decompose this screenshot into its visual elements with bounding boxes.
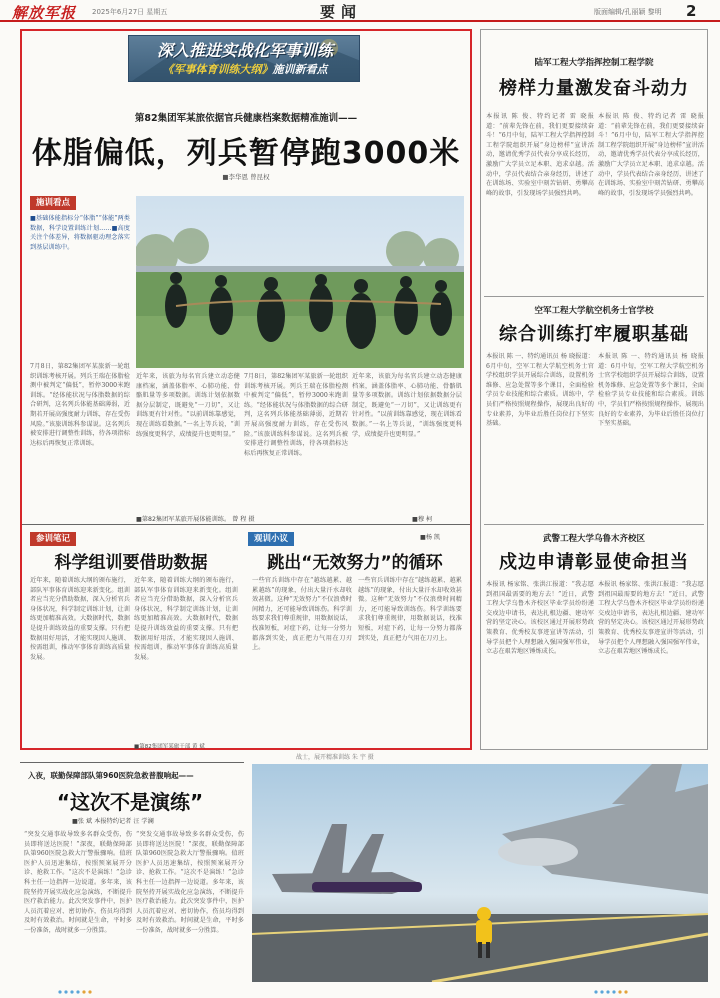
r1-body-2: 本报讯 陈 俊、特约记者 雷 晓报道：“前辈先锋在前，我们更要接续奋斗！”6月中旬，陆军工程大学指挥控制工程学院组织开展“身边榜样”宣讲活动，邀请优秀学员代表分享成长经历，激励广大学员立足本职、追求卓越。活动中，学员代表结合亲身经历，讲述了在训练场、实验室中刻苦钻研、勇攀高峰的故事，引发现场学员强烈共鸣。	[598, 113, 704, 197]
banner-title: 深入推进实战化军事训练	[156, 41, 333, 60]
column-right-body-1: 一些官兵训练中存在“越练越累、越累越练”的现象，付出大量汗水却收效甚微。这种“无效努力”不仅浪费时间精力，还可能导致训练伤。科学训练要求我们尊重规律，用数据说话，找准短板，对症下药，让每一分努力都落到实处，真正把力气用在刀刃上。	[252, 577, 352, 652]
lead-headline: 体脂偏低，列兵暂停跑3000米	[31, 136, 461, 171]
lead-body-col1: 7月8日，第82集团军某旅新一轮组织训练考核开展。列兵王瑞在体脂检测中被判定“偏低”，暂停3000米跑训练。“经体能状况与体脂数据的综合研判，这名列兵体能基础薄弱，近期若开展高强度耐力训练，存在受伤风险。”该旅训练科参谋说。这名列兵被安排进行调整性训练，待各项指标达标后再恢复正常训练。	[30, 363, 130, 447]
r2-headline: 综合训练打牢履职基础	[499, 324, 689, 345]
bottom-left-body-1: “突发交通事故导致多名群众受伤，伤员即将送达医院！”深夜，联勤保障部队第960医院急救大厅警报骤响。值班医护人员迅速集结，按照预案展开分诊、抢救工作。“这次不是演练！”急诊科主任一边指挥一边说道。多年来，该院坚持开展实战化应急演练，不断提升医疗救治能力。此次突发事件中，医护人员沉着应对、密切协作，伤员均得到及时有效救治。时间就是生命，平时多一份准备，战时就多一分胜算。	[24, 831, 132, 934]
bottom-divider	[20, 762, 244, 763]
column-left-body-2: 近年来，随着训练大纲的颁布施行，部队军事体育训练迎来新变化。组训者应当充分借助数据，深入分析官兵身体状况，科学制定训练计划，让训练更加精准高效。大数据时代，数据是提升训练效益的重要支撑。只有把数据用好用活，才能实现因人施训、按需组训，推动军事体育训练高质量发展。	[134, 577, 238, 661]
banner-quote: 《军事体育训练大纲》	[162, 63, 273, 76]
bottom-left-body-2: “突发交通事故导致多名群众受伤，伤员即将送达医院！”深夜，联勤保障部队第960医院急救大厅警报骤响。值班医护人员迅速集结，按照预案展开分诊、抢救工作。“这次不是演练！”急诊科主任一边指挥一边说道。多年来，该院坚持开展实战化应急演练，不断提升医疗救治能力。此次突发事件中，医护人员沉着应对、密切协作，伤员均得到及时有效救治。时间就是生命，平时多一份准备，战时就多一分胜算。	[136, 831, 244, 934]
bottom-left-byline: ■张 斌 本报特约记者 汪 学澜	[72, 818, 154, 825]
page-number: 2	[686, 2, 697, 20]
r3-body-1: 本报讯 杨家铭、张洪江报道：“我志愿到祖国最需要的地方去！”近日，武警工程大学乌鲁木齐校区毕业学员纷纷递交戍边申请书，表达扎根边疆、建功军营的坚定决心。该校区通过开展形势政策教育、优秀校友事迹宣讲等活动，引导学员把个人理想融入强国强军伟业，立志在艰苦地区锤炼成长。	[486, 581, 594, 656]
lead-byline: ■李华恩 曾昆权	[222, 173, 270, 181]
r3-headline: 戍边申请彰显使命担当	[499, 552, 689, 573]
r3-kicker: 武警工程大学乌鲁木齐校区	[542, 534, 645, 544]
column-right-headline: 跳出“无效努力”的循环	[267, 553, 443, 573]
carrier-jet-photo-image	[252, 764, 708, 982]
tag-training-highlights: 施训看点	[30, 196, 76, 210]
divider-line	[22, 524, 470, 525]
r1-headline: 榜样力量激发奋斗动力	[499, 78, 689, 99]
newspaper-logo: 解放军报	[12, 4, 77, 22]
section-title: 要闻	[320, 3, 363, 21]
r2-body-1: 本报讯 陈 一、特约通讯员 杨 晓报道：6月中旬，空军工程大学航空机务士官学校组织学员开展综合训练，设置机务维修、应急处置等多个课目，全面检验学员专业技能和综合素质。训练中，学员们严格按照规程操作，展现出良好的专业素养，为毕业后胜任岗位打下坚实基础。	[486, 353, 594, 428]
lead-end-byline: ■穆 柯	[412, 516, 433, 523]
r1-body-1: 本报讯 陈 俊、特约记者 雷 晓报道：“前辈先锋在前，我们更要接续奋斗！”6月中旬，陆军工程大学指挥控制工程学院组织开展“身边榜样”宣讲活动，邀请优秀学员代表分享成长经历，激励广大学员立足本职、追求卓越。活动中，学员代表结合亲身经历，讲述了在训练场、实验室中刻苦钻研、勇攀高峰的故事，引发现场学员强烈共鸣。	[486, 113, 594, 197]
r2-kicker: 空军工程大学航空机务士官学校	[534, 306, 654, 316]
lead-kicker: 第82集团军某旅依据官兵健康档案数据精准施训——	[134, 113, 358, 124]
r3-body-2: 本报讯 杨家铭、张洪江报道：“我志愿到祖国最需要的地方去！”近日，武警工程大学乌鲁木齐校区毕业学员纷纷递交戍边申请书，表达扎根边疆、建功军营的坚定决心。该校区通过开展形势政策教育、优秀校友事迹宣讲等活动，引导学员把个人理想融入强国强军伟业，立志在艰苦地区锤炼成长。	[598, 581, 704, 656]
carrier-jet-photo	[252, 764, 708, 982]
footer-decoration	[0, 986, 720, 998]
r2-body-2: 本报讯 陈 一、特约通讯员 杨 晓报道：6月中旬，空军工程大学航空机务士官学校组织学员开展综合训练，设置机务维修、应急处置等多个课目，全面检验学员专业技能和综合素质。训练中，学员们严格按照规程操作，展现出良好的专业素养，为毕业后胜任岗位打下坚实基础。	[598, 353, 704, 428]
tag-training-commentary: 观训小议	[248, 532, 294, 546]
column-left-byline: ■第82集团军某旅干部 黄 斌	[134, 744, 205, 750]
bottom-left-kicker: 入夜，联勤保障部队第960医院急救普腹响起——	[28, 771, 194, 780]
special-topic-banner	[128, 35, 360, 82]
lead-photo-image	[136, 196, 464, 368]
banner-subtitle	[129, 61, 360, 77]
lead-highlight-text: ■基础体能指标分“体脂”“体能”两类数据，科学设置训练计划……■高度关注个体差异，将数据驱动理念落实到基层训练中。	[30, 215, 130, 251]
r-divider-2	[484, 524, 704, 525]
r-divider-1	[484, 296, 704, 297]
lead-body-col3: 7月8日，第82集团军某旅新一轮组织训练考核开展。列兵王瑞在体脂检测中被判定“偏低”，暂停3000米跑训练。“经体能状况与体脂数据的综合研判，这名列兵体能基础薄弱，近期若开展高强度耐力训练，存在受伤风险。”该旅训练科参谋说。这名列兵被安排进行调整性训练，待各项指标达标后再恢复正常训练。	[244, 373, 348, 457]
issue-date: 2025年6月27日 星期五	[92, 8, 168, 16]
page-editors: 版面编辑/孔丽颖 黎明	[594, 8, 662, 16]
lead-photo-caption: ■第82集团军某旅开展体能训练。 曾 程 摄	[136, 516, 255, 523]
lead-body-col2: 近年来，该旅为每名官兵建立动态健康档案，涵盖体脂率、心肺功能、骨骼肌量等多项数据。训练计划依据数据分层制定，既避免“一刀切”，又让训练更有针对性。“以前训练靠感觉，现在训练看数据。”一名上等兵说，“训练强度更科学，成绩提升也更明显。”	[136, 373, 240, 438]
column-left-body-1: 近年来，随着训练大纲的颁布施行，部队军事体育训练迎来新变化。组训者应当充分借助数据，深入分析官兵身体状况，科学制定训练计划，让训练更加精准高效。大数据时代，数据是提升训练效益的重要支撑。只有把数据用好用活，才能实现因人施训、按需组训，推动军事体育训练高质量发展。	[30, 577, 130, 661]
tag-training-notes: 参训笔记	[30, 532, 76, 546]
r1-kicker: 陆军工程大学指挥控制工程学院	[534, 58, 654, 68]
column-right-body-2: 一些官兵训练中存在“越练越累、越累越练”的现象，付出大量汗水却收效甚微。这种“无效努力”不仅浪费时间精力，还可能导致训练伤。科学训练要求我们尊重规律，用数据说话，找准短板，对症下药，让每一分努力都落到实处，真正把力气用在刀刃上。	[358, 577, 462, 642]
bottom-left-headline: “这次不是演练”	[56, 790, 204, 814]
column-left-headline: 科学组训要借助数据	[54, 553, 208, 573]
column-right-byline: ■杨 凯	[420, 534, 441, 541]
lead-photo-soldiers-running	[136, 196, 464, 368]
banner-subtitle-rest: 施训新看点	[272, 63, 328, 76]
lead-body-col4: 近年来，该旅为每名官兵建立动态健康档案，涵盖体脂率、心肺功能、骨骼肌量等多项数据。训练计划依据数据分层制定，既避免“一刀切”，又让训练更有针对性。“以前训练靠感觉，现在训练看数据。”一名上等兵说，“训练强度更科学，成绩提升也更明显。”	[352, 373, 462, 438]
mid-strip-caption: 战士，展开精准训练 朱 宇 摄	[296, 754, 374, 761]
